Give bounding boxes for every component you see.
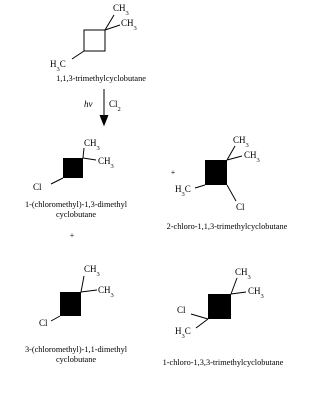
chloro-bond <box>227 185 236 201</box>
methyl-bond <box>195 185 205 188</box>
product-3-name-line2: cyclobutane <box>55 355 97 364</box>
methyl-label: $CH_3$ <box>248 286 264 300</box>
product-3-name-line1: 3-(chloromethyl)-1,1-dimethyl <box>24 345 128 354</box>
methyl-bond <box>231 278 237 294</box>
product-1-name-line2: cyclobutane <box>55 210 97 219</box>
cyclobutane-ring <box>205 160 227 185</box>
reactant-name: 1,1,3-trimethylcyclobutane <box>56 74 146 83</box>
methyl-bond <box>81 276 84 292</box>
product-4-name: 1-chloro-1,3,3-trimethylcyclobutane <box>162 358 284 367</box>
reaction-arrow <box>100 89 108 125</box>
chloromethyl-label: Cl <box>33 182 42 192</box>
product-2-structure <box>175 135 260 212</box>
product-1-structure <box>33 138 114 192</box>
chloro-label: Cl <box>177 305 186 315</box>
product-2-name: 2-chloro-1,1,3-trimethylcyclobutane <box>166 222 288 231</box>
light-condition: hv <box>84 99 93 109</box>
methyl-label: $CH_3$ <box>233 135 249 149</box>
product-1-name-line1: 1-(chloromethyl)-1,3-dimethyl <box>24 200 128 209</box>
reactant-structure <box>50 3 137 73</box>
substituent-bond <box>51 178 63 184</box>
substituent-bond <box>83 158 96 160</box>
methyl-label: $CH_3$ <box>84 264 100 278</box>
chloro-label: Cl <box>236 202 245 212</box>
methyl-bond <box>196 319 208 328</box>
methyl-label: $CH_3$ <box>113 3 129 17</box>
methyl-label: $CH_3$ <box>235 267 251 281</box>
methyl-label: $CH_3$ <box>244 150 260 164</box>
plus-sign: + <box>170 168 176 177</box>
chloromethyl-label: Cl <box>39 318 48 328</box>
methyl-label: $H_3C$ <box>50 59 66 73</box>
plus-sign: + <box>69 231 75 240</box>
methyl-bond <box>72 51 84 59</box>
cyclobutane-ring <box>63 158 83 178</box>
methyl-label: $H_3C$ <box>175 184 191 198</box>
substituent-bond <box>83 148 84 158</box>
methyl-label: $CH_3$ <box>98 156 114 170</box>
methyl-label: $CH_3$ <box>121 18 137 32</box>
product-4-structure <box>175 267 264 340</box>
cyclobutane-ring <box>84 30 105 51</box>
methyl-label: $CH_3$ <box>84 138 100 152</box>
methyl-label: $CH_3$ <box>98 285 114 299</box>
reagent-label: $Cl_2$ <box>109 99 121 113</box>
chloro-bond <box>191 314 208 319</box>
chloromethyl-bond <box>51 316 60 321</box>
cyclobutane-ring <box>208 294 231 319</box>
cyclobutane-ring <box>60 292 81 316</box>
product-3-structure <box>39 264 114 328</box>
methyl-bond <box>81 290 97 292</box>
methyl-label: $H_3C$ <box>175 326 191 340</box>
methyl-bond <box>231 292 246 294</box>
